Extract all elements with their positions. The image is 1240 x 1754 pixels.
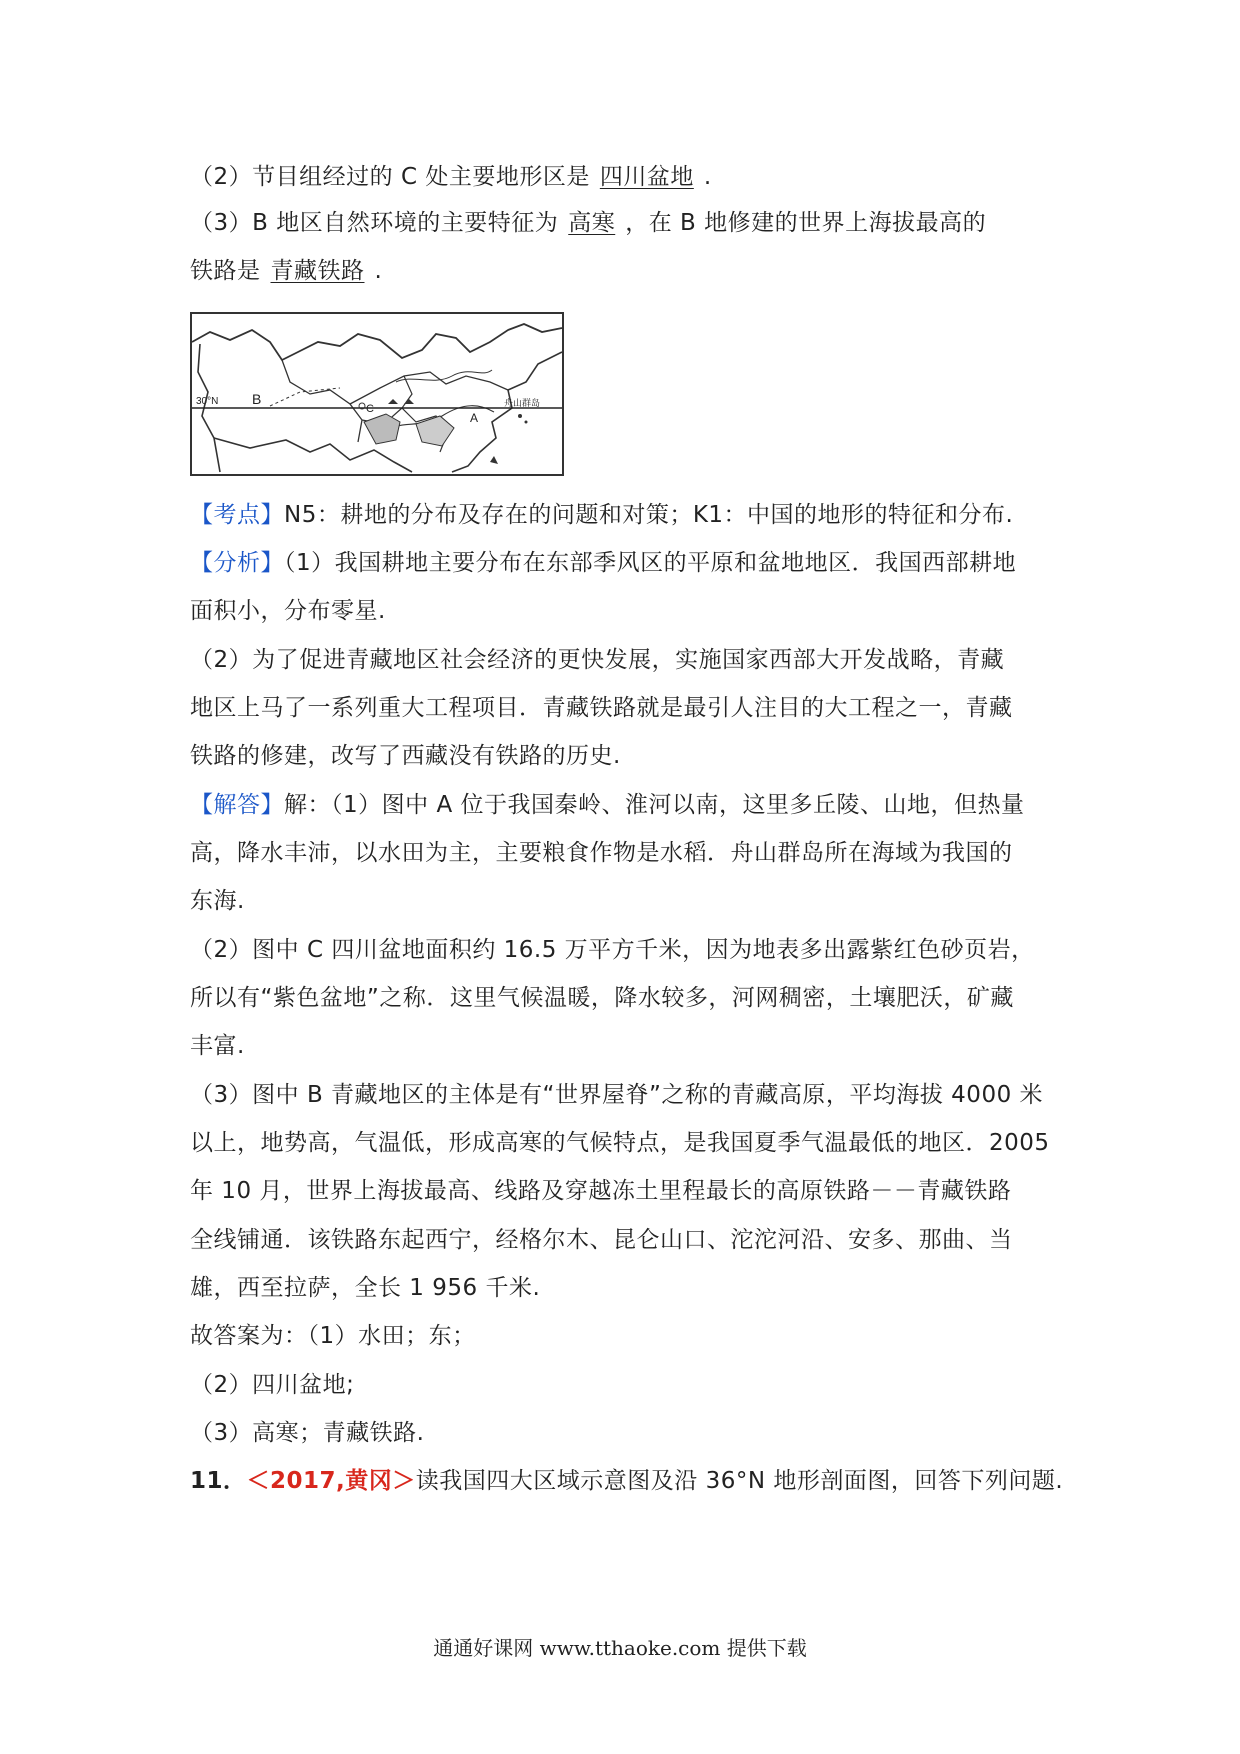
jieda-line-1: [190, 790, 1060, 820]
question-3-middle: ，在 B 地修建的世界上海拔最高的: [625, 210, 987, 236]
answer-line-2: （2）四川盆地;: [190, 1372, 355, 1398]
kaodian-line: [190, 500, 1060, 530]
question-11-number: 11．: [190, 1468, 247, 1494]
fenxi-text-1: （1）我国耕地主要分布在东部季风区的平原和盆地地区．我国西部耕地: [284, 550, 1017, 576]
question-3-line-1: [190, 208, 1060, 238]
question-2-prefix: （2）节目组经过的 C 处主要地形区是: [190, 164, 590, 190]
china-region-map: [190, 312, 564, 476]
map-label-c: C: [366, 403, 374, 415]
jieda-line-6: 丰富.: [190, 1033, 245, 1059]
question-11-line: [190, 1466, 1064, 1496]
jieda-tag: 【解答】: [190, 792, 284, 818]
question-3-prefix: （3）B 地区自然环境的主要特征为: [190, 210, 559, 236]
jieda-line-11: 雄，西至拉萨，全长 1 956 千米.: [190, 1275, 541, 1301]
fenxi-line-2: 面积小，分布零星.: [190, 598, 386, 624]
jieda-line-3: 东海.: [190, 888, 245, 914]
page-footer: 通通好课网 www.tthaoke.com 提供下载: [433, 1636, 807, 1660]
answer-line-3: （3）高寒；青藏铁路.: [190, 1420, 425, 1446]
jieda-line-5: 所以有“紫色盆地”之称．这里气候温暖，降水较多，河网稠密，土壤肥沃，矿藏: [190, 985, 1014, 1011]
jieda-text-1: 解：（1）图中 A 位于我国秦岭、淮河以南，这里多丘陵、山地，但热量: [284, 792, 1025, 818]
question-2-suffix: .: [703, 164, 712, 190]
map-latitude-label: 30°N: [196, 396, 219, 407]
kaodian-tag: 【考点】: [190, 502, 284, 528]
question-11-source: ＜2017,黄冈＞: [246, 1468, 416, 1494]
jieda-line-2: 高，降水丰沛，以水田为主，主要粮食作物是水稻．舟山群岛所在海域为我国的: [190, 840, 1013, 866]
jieda-line-4: （2）图中 C 四川盆地面积约 16.5 万平方千米，因为地表多出露紫红色砂页岩，: [190, 937, 1035, 963]
kaodian-text: N5：耕地的分布及存在的问题和对策；K1：中国的地形的特征和分布.: [284, 502, 1014, 528]
map-island-label: 舟山群岛: [504, 398, 541, 408]
question-3-answer-1: 高寒: [568, 210, 616, 236]
fenxi-line-1: [190, 548, 1060, 578]
jieda-line-7: （3）图中 B 青藏地区的主体是有“世界屋脊”之称的青藏高原，平均海拔 4000 米: [190, 1082, 1044, 1108]
jieda-line-9: 年 10 月，世界上海拔最高、线路及穿越冻土里程最长的高原铁路－－青藏铁路: [190, 1178, 1012, 1204]
question-2-answer: 四川盆地: [599, 164, 694, 190]
jieda-line-8: 以上，地势高，气温低，形成高寒的气候特点，是我国夏季气温最低的地区．2005: [190, 1130, 1050, 1156]
question-3-answer-2: 青藏铁路: [270, 258, 365, 284]
fenxi-line-5: 铁路的修建，改写了西藏没有铁路的历史.: [190, 743, 621, 769]
fenxi-line-3: （2）为了促进青藏地区社会经济的更快发展，实施国家西部大开发战略，青藏: [190, 647, 1005, 673]
question-2-line: [190, 162, 1060, 192]
question-3-line-2: [190, 256, 1060, 286]
fenxi-tag: 【分析】: [190, 550, 284, 576]
map-drawing: [190, 312, 564, 476]
question-11-text: 读我国四大区域示意图及沿 36°N 地形剖面图，回答下列问题.: [415, 1468, 1064, 1494]
jieda-line-10: 全线铺通．该铁路东起西宁，经格尔木、昆仑山口、沱沱河沿、安多、那曲、当: [190, 1227, 1013, 1253]
question-3-suffix: .: [374, 258, 383, 284]
map-label-b: B: [252, 391, 262, 407]
fenxi-line-4: 地区上马了一系列重大工程项目．青藏铁路就是最引人注目的大工程之一，青藏: [190, 695, 1013, 721]
question-3-line2-prefix: 铁路是: [190, 258, 261, 284]
answer-line-1: 故答案为：（1）水田；东；: [190, 1323, 476, 1349]
map-label-a: A: [470, 411, 479, 425]
